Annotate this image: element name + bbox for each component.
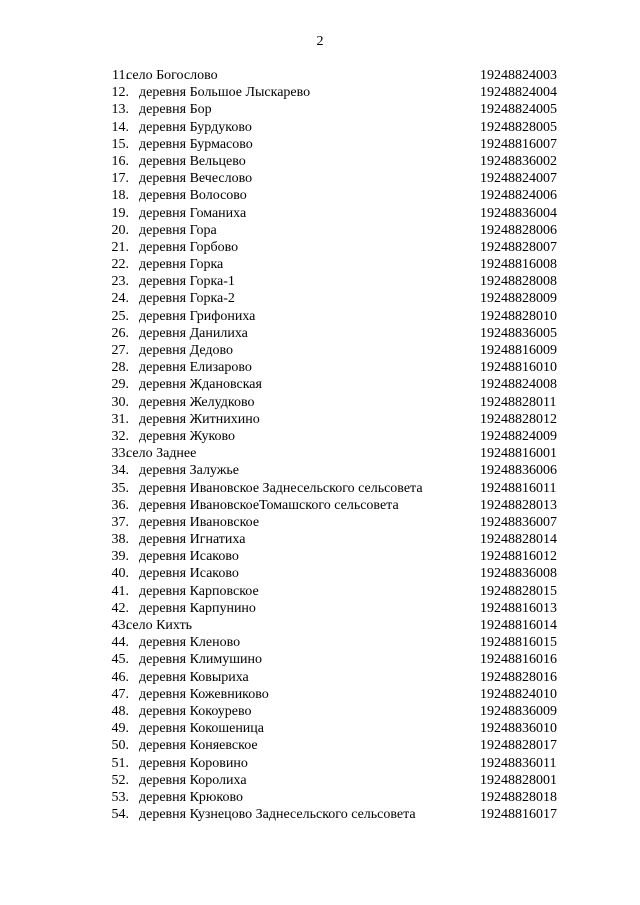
oktmo-code: 19248828016 [480,669,557,685]
item-number: 50. [111,738,129,754]
oktmo-code: 19248836005 [480,325,557,341]
list-item [0,703,640,720]
item-number: 32. [111,428,129,444]
settlement-name: деревня Крюково [139,789,243,805]
settlement-name: деревня Карповское [139,583,259,599]
list-item [0,789,640,806]
oktmo-code: 19248816008 [480,257,557,273]
item-number: 35. [111,480,129,496]
settlement-name: деревня Бурдуково [139,119,252,135]
settlement-name: деревня Исаково [139,566,239,582]
list-item [0,806,640,823]
oktmo-code: 19248824003 [480,68,557,83]
oktmo-code: 19248828009 [480,291,557,307]
oktmo-code: 19248824007 [480,171,557,187]
item-number: 21. [111,239,129,255]
oktmo-code: 19248828001 [480,772,557,788]
settlement-name: деревня Климушино [139,652,263,668]
list-item [0,772,640,789]
list-item [0,480,640,497]
settlement-name: деревня Гора [139,222,217,238]
oktmo-code: 19248828012 [480,411,557,427]
list-item [0,290,640,307]
item-number: 28. [111,360,129,376]
list-item [0,651,640,668]
oktmo-code: 19248836007 [480,514,557,530]
oktmo-code: 19248816010 [480,360,557,376]
item-number: 34. [111,463,129,479]
list-item [0,600,640,617]
settlement-name: деревня Бор [139,102,212,118]
list-item [0,119,640,136]
list-item [0,531,640,548]
list-item [0,445,640,462]
item-number: 31. [111,411,129,427]
oktmo-code: 19248828008 [480,274,557,290]
settlement-name: деревня Кожевниково [139,686,269,702]
oktmo-code: 19248824006 [480,188,557,204]
item-number: 27. [111,343,129,358]
oktmo-code: 19248816015 [480,635,557,651]
settlement-name: деревня ИвановскоеТомашского сельсовета [139,497,399,513]
item-number: 33. [111,446,129,462]
oktmo-code: 19248836008 [480,566,557,582]
settlement-name: деревня Карпунино [139,600,256,616]
oktmo-code: 19248828010 [480,308,557,324]
list-item [0,497,640,514]
settlement-name: деревня Горка [139,257,224,273]
list-item [0,273,640,290]
list-item [0,514,640,531]
settlement-name: деревня Бурмасово [139,136,253,152]
settlement-name: деревня Кленово [139,635,241,651]
list-item [0,136,640,153]
item-number: 52. [111,772,129,788]
settlement-name: деревня Вечеслово [139,171,253,187]
list-item [0,394,640,411]
oktmo-code: 19248824009 [480,428,557,444]
settlement-name: деревня Большое Лыскарево [139,85,311,101]
item-number: 13. [111,102,129,118]
item-number: 49. [111,721,129,737]
settlement-name: деревня Коровино [139,755,248,771]
settlement-name: деревня Горка-2 [139,291,235,307]
item-number: 11. [112,68,129,83]
list-item [0,170,640,187]
oktmo-code: 19248836004 [480,205,557,221]
list-item [0,428,640,445]
item-number: 46. [111,669,129,685]
item-number: 12. [111,85,129,101]
settlement-name: деревня Вельцево [139,153,246,169]
settlement-name: деревня Жуково [139,428,236,444]
list-item [0,239,640,256]
settlement-name: село Кихть [126,618,193,633]
oktmo-code: 19248816016 [480,652,557,668]
settlement-name: деревня Желудково [139,394,255,410]
settlement-name: деревня Ивановское [139,514,260,530]
item-number: 17. [111,171,129,187]
oktmo-code: 19248816013 [480,600,557,616]
settlement-name: деревня Житнихино [139,411,260,427]
list-item [0,669,640,686]
list-item [0,308,640,325]
settlement-name: деревня Исаково [139,549,239,565]
oktmo-code: 19248828013 [480,497,557,513]
list-item [0,720,640,737]
settlement-name: деревня Королиха [139,772,247,788]
oktmo-code: 19248836009 [480,703,557,719]
settlement-name: деревня Горбово [139,239,239,255]
oktmo-code: 19248836002 [480,153,557,169]
oktmo-code: 19248816017 [480,807,557,823]
settlement-name: деревня Кузнецово Заднесельского сельсовета [139,807,416,823]
settlement-name: деревня Коняевское [139,738,258,754]
list-item [0,342,640,359]
item-number: 18. [111,188,129,204]
list-item [0,325,640,342]
list-item [0,411,640,428]
list-item [0,256,640,273]
list-item [0,376,640,393]
page-number: 2 [316,34,324,49]
settlement-list [0,67,640,823]
oktmo-code: 19248828017 [480,738,557,754]
item-number: 26. [111,325,129,341]
oktmo-code: 19248816012 [480,549,557,565]
item-number: 20. [111,222,129,238]
settlement-name: село Заднее [126,446,197,462]
oktmo-code: 19248828014 [480,532,557,548]
item-number: 38. [111,532,129,548]
item-number: 19. [111,205,129,221]
settlement-name: деревня Елизарово [139,360,252,376]
oktmo-code: 19248828011 [480,394,557,410]
list-item [0,101,640,118]
oktmo-code: 19248828015 [480,583,557,599]
settlement-name: деревня Ивановское Заднесельского сельсовета [139,480,423,496]
list-item [0,686,640,703]
oktmo-code: 19248824005 [480,102,557,118]
oktmo-code: 19248828007 [480,239,557,255]
list-item [0,205,640,222]
settlement-name: деревня Горка-1 [139,274,235,290]
list-item [0,737,640,754]
list-item [0,634,640,651]
oktmo-code: 19248828005 [480,119,557,135]
item-number: 24. [111,291,129,307]
item-number: 39. [111,549,129,565]
item-number: 53. [111,789,129,805]
settlement-name: село Богослово [126,68,218,83]
settlement-name: деревня Ковыриха [139,669,249,685]
item-number: 22. [111,257,129,273]
list-item [0,67,640,84]
item-number: 15. [111,136,129,152]
item-number: 45. [111,652,129,668]
item-number: 48. [111,703,129,719]
oktmo-code: 19248816014 [480,618,557,633]
list-item [0,583,640,600]
settlement-name: деревня Данилиха [139,325,248,341]
item-number: 30. [111,394,129,410]
list-item [0,222,640,239]
item-number: 23. [111,274,129,290]
settlement-name: деревня Волосово [139,188,247,204]
item-number: 41. [111,583,129,599]
list-item [0,153,640,170]
list-item [0,548,640,565]
oktmo-code: 19248824010 [480,686,557,702]
settlement-name: деревня Гоманиха [139,205,247,221]
item-number: 51. [111,755,129,771]
oktmo-code: 19248828006 [480,222,557,238]
settlement-name: деревня Кокоурево [139,703,252,719]
oktmo-code: 19248816009 [480,343,557,358]
item-number: 44. [111,635,129,651]
list-item [0,462,640,479]
settlement-name: деревня Дедово [139,343,233,358]
settlement-name: деревня Игнатиха [139,532,246,548]
settlement-name: деревня Залужье [139,463,240,479]
oktmo-code: 19248836011 [480,755,557,771]
item-number: 14. [111,119,129,135]
oktmo-code: 19248836010 [480,721,557,737]
item-number: 43. [111,618,129,633]
oktmo-code: 19248824004 [480,85,557,101]
list-item [0,359,640,376]
item-number: 37. [111,514,129,530]
item-number: 54. [111,807,129,823]
item-number: 47. [111,686,129,702]
oktmo-code: 19248828018 [480,789,557,805]
item-number: 16. [111,153,129,169]
item-number: 25. [111,308,129,324]
list-item [0,187,640,204]
settlement-name: деревня Кокошеница [139,721,265,737]
oktmo-code: 19248816007 [480,136,557,152]
oktmo-code: 19248824008 [480,377,557,393]
settlement-name: деревня Ждановская [139,377,262,393]
item-number: 40. [111,566,129,582]
settlement-name: деревня Грифониха [139,308,256,324]
oktmo-code: 19248816011 [480,480,557,496]
item-number: 42. [111,600,129,616]
list-item [0,617,640,634]
oktmo-code: 19248816001 [480,446,557,462]
list-item [0,755,640,772]
oktmo-code: 19248836006 [480,463,557,479]
item-number: 29. [111,377,129,393]
list-item [0,84,640,101]
item-number: 36. [111,497,129,513]
list-item [0,565,640,582]
